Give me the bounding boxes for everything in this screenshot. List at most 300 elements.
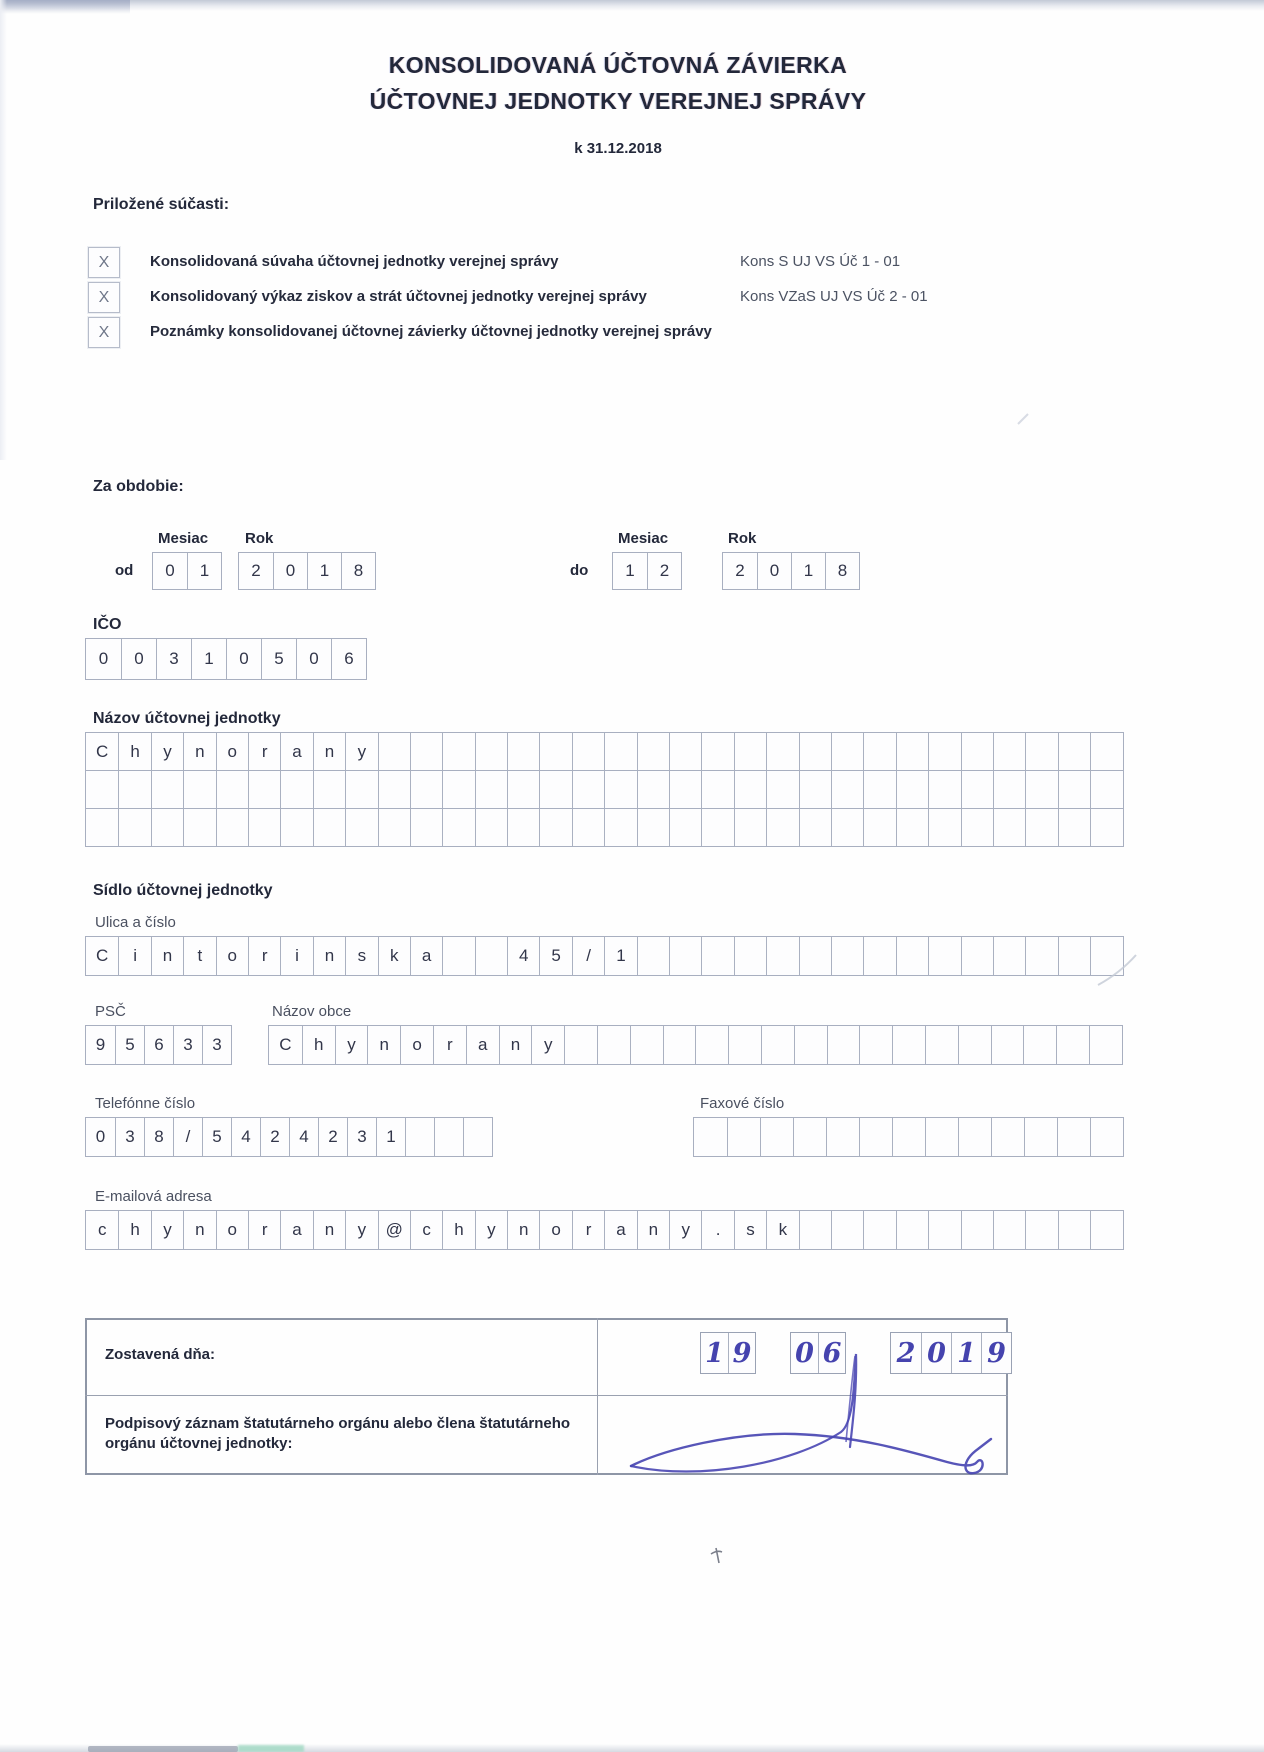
- grid-cell: [434, 1118, 463, 1156]
- grid-cell: [507, 809, 539, 846]
- grid-cell: C: [96, 946, 109, 965]
- grid-cell: 0: [273, 553, 307, 589]
- scan-edge-top: [0, 0, 1264, 11]
- grid-cell: n: [183, 733, 215, 770]
- grid-cell: y: [475, 1211, 507, 1249]
- grid-cell: [86, 809, 118, 846]
- compiled-on-label: Zostavená dňa:: [105, 1346, 216, 1363]
- grid-cell: [118, 771, 150, 808]
- grid-cell: a: [604, 1211, 636, 1249]
- grid-cell: [280, 809, 312, 846]
- grid-cell: o: [216, 1211, 248, 1249]
- grid-cell: 1: [187, 553, 221, 589]
- grid-cell: [604, 771, 636, 808]
- grid-cell: [442, 771, 474, 808]
- grid-cell: [507, 771, 539, 808]
- grid-cell: [572, 733, 604, 770]
- grid-cell: n: [313, 1211, 345, 1249]
- grid-cell: [669, 809, 701, 846]
- grid-cell: [313, 809, 345, 846]
- grid-cell: 0: [921, 1333, 951, 1373]
- email-field[interactable]: [85, 1210, 1124, 1250]
- grid-cell: C: [96, 741, 109, 761]
- grid-cell: n: [313, 937, 345, 975]
- entity-name-row3[interactable]: [85, 808, 1124, 847]
- grid-cell: a: [466, 1026, 499, 1064]
- grid-cell: [313, 771, 345, 808]
- grid-cell: 0: [757, 553, 791, 589]
- town-field[interactable]: [268, 1025, 1123, 1065]
- fax-field[interactable]: [693, 1117, 1124, 1157]
- form-title-line2: ÚČTOVNEJ JEDNOTKY VEREJNEJ SPRÁVY: [369, 88, 867, 114]
- grid-cell: n: [499, 1026, 532, 1064]
- grid-cell: @: [378, 1211, 410, 1249]
- grid-cell: [766, 733, 798, 770]
- grid-cell: [831, 771, 863, 808]
- grid-cell: [630, 1026, 663, 1064]
- grid-cell: [961, 771, 993, 808]
- grid-cell: h: [118, 733, 150, 770]
- grid-cell: [761, 1026, 794, 1064]
- grid-cell: s: [734, 1211, 766, 1249]
- grid-cell: [993, 771, 1025, 808]
- grid-cell: n: [151, 937, 183, 975]
- grid-cell: [859, 1026, 892, 1064]
- grid-cell: [1058, 733, 1090, 770]
- grid-cell: 4: [289, 1118, 318, 1156]
- grid-cell: 8: [341, 553, 375, 589]
- grid-cell: [1057, 1118, 1090, 1156]
- entity-name-row2[interactable]: [85, 770, 1124, 809]
- grid-cell: [151, 771, 183, 808]
- grid-cell: [669, 733, 701, 770]
- attachment-code-vykaz: Kons VZaS UJ VS Úč 2 - 01: [740, 288, 928, 305]
- grid-cell: [405, 1118, 434, 1156]
- grid-cell: [663, 1026, 696, 1064]
- grid-cell: [892, 1026, 925, 1064]
- grid-cell: [961, 733, 993, 770]
- grid-cell: [1089, 1026, 1122, 1064]
- grid-cell: r: [572, 1211, 604, 1249]
- grid-cell: t: [183, 937, 215, 975]
- form-title-line1: KONSOLIDOVANÁ ÚČTOVNÁ ZÁVIERKA: [388, 52, 848, 78]
- grid-cell: [991, 1026, 1024, 1064]
- grid-cell: r: [248, 937, 280, 975]
- period-from-year-label: Rok: [245, 530, 274, 547]
- grid-cell: [928, 937, 960, 975]
- compiled-month-field[interactable]: [790, 1332, 846, 1374]
- grid-cell: [1090, 937, 1122, 975]
- grid-cell: 1: [376, 1118, 405, 1156]
- grid-cell: h: [302, 1026, 335, 1064]
- grid-cell: [539, 809, 571, 846]
- grid-cell: 2: [318, 1118, 347, 1156]
- grid-cell: 8: [144, 1118, 173, 1156]
- grid-cell: [216, 809, 248, 846]
- grid-cell: [604, 809, 636, 846]
- grid-cell: y: [345, 1211, 377, 1249]
- checkbox-konsolidovana-suvaha[interactable]: X: [88, 247, 120, 278]
- grid-cell: [863, 809, 895, 846]
- grid-cell: [637, 937, 669, 975]
- grid-cell: [1058, 1211, 1090, 1249]
- grid-cell: [216, 771, 248, 808]
- street-field[interactable]: [85, 936, 1124, 976]
- grid-cell: [961, 809, 993, 846]
- grid-cell: [637, 733, 669, 770]
- grid-cell: [669, 771, 701, 808]
- grid-cell: [993, 733, 1025, 770]
- grid-cell: [280, 771, 312, 808]
- grid-cell: i: [118, 937, 150, 975]
- grid-cell: y: [151, 733, 183, 770]
- grid-cell: 9: [981, 1333, 1011, 1373]
- period-from-year-field[interactable]: [238, 552, 376, 590]
- grid-cell: [799, 1211, 831, 1249]
- scan-edge-top-dark: [0, 0, 130, 14]
- checkbox-poznamky[interactable]: X: [88, 317, 120, 348]
- grid-cell: [760, 1118, 793, 1156]
- grid-cell: 3: [202, 1026, 231, 1064]
- grid-cell: [669, 937, 701, 975]
- grid-cell: [958, 1026, 991, 1064]
- attachment-label-suvaha: Konsolidovaná súvaha účtovnej jednotky verejnej správy: [150, 253, 559, 270]
- grid-cell: [442, 937, 474, 975]
- grid-cell: 8: [825, 553, 859, 589]
- grid-cell: [86, 771, 118, 808]
- grid-cell: 1: [951, 1333, 981, 1373]
- grid-cell: [734, 771, 766, 808]
- period-to-year-label: Rok: [728, 530, 757, 547]
- grid-cell: 0: [165, 561, 175, 580]
- grid-cell: i: [280, 937, 312, 975]
- grid-cell: h: [118, 1211, 150, 1249]
- grid-cell: 9: [728, 1333, 755, 1373]
- grid-cell: 2: [260, 1118, 289, 1156]
- grid-cell: [1058, 809, 1090, 846]
- grid-cell: o: [400, 1026, 433, 1064]
- grid-cell: [766, 937, 798, 975]
- grid-cell: 2: [735, 561, 745, 580]
- grid-cell: [1025, 1211, 1057, 1249]
- grid-cell: 1: [604, 937, 636, 975]
- grid-cell: [896, 733, 928, 770]
- phone-field[interactable]: [85, 1117, 493, 1157]
- grid-cell: [701, 937, 733, 975]
- grid-cell: [1090, 1211, 1122, 1249]
- compiled-day-field[interactable]: [700, 1332, 756, 1374]
- grid-cell: [896, 1211, 928, 1249]
- grid-cell: [637, 771, 669, 808]
- grid-cell: [961, 937, 993, 975]
- grid-cell: o: [216, 937, 248, 975]
- grid-cell: a: [280, 733, 312, 770]
- grid-cell: [151, 809, 183, 846]
- grid-cell: [727, 1118, 760, 1156]
- grid-cell: a: [280, 1211, 312, 1249]
- grid-cell: [1025, 733, 1057, 770]
- email-label: E-mailová adresa: [95, 1188, 212, 1205]
- grid-cell: [572, 809, 604, 846]
- grid-cell: [896, 809, 928, 846]
- grid-cell: h: [442, 1211, 474, 1249]
- grid-cell: [928, 1211, 960, 1249]
- grid-cell: o: [216, 733, 248, 770]
- grid-cell: 1: [307, 553, 341, 589]
- grid-cell: [831, 1211, 863, 1249]
- grid-cell: [410, 733, 442, 770]
- grid-cell: a: [410, 937, 442, 975]
- grid-cell: 1: [791, 553, 825, 589]
- grid-cell: y: [335, 1026, 368, 1064]
- grid-cell: [928, 733, 960, 770]
- grid-cell: [734, 809, 766, 846]
- grid-cell: [766, 809, 798, 846]
- grid-cell: [1090, 1118, 1123, 1156]
- grid-cell: [1058, 771, 1090, 808]
- grid-cell: [863, 1211, 895, 1249]
- grid-cell: [728, 1026, 761, 1064]
- grid-cell: [799, 937, 831, 975]
- grid-cell: 0: [95, 1127, 106, 1146]
- grid-cell: [345, 809, 377, 846]
- grid-cell: y: [531, 1026, 564, 1064]
- grid-cell: [1090, 733, 1122, 770]
- grid-cell: [863, 771, 895, 808]
- grid-cell: [507, 733, 539, 770]
- grid-cell: [799, 771, 831, 808]
- grid-cell: [734, 733, 766, 770]
- grid-cell: [183, 771, 215, 808]
- grid-cell: [604, 733, 636, 770]
- grid-cell: .: [701, 1211, 733, 1249]
- grid-cell: [859, 1118, 892, 1156]
- phone-label: Telefónne číslo: [95, 1095, 196, 1112]
- grid-cell: [1023, 1026, 1056, 1064]
- grid-cell: [694, 1118, 727, 1156]
- grid-cell: [248, 809, 280, 846]
- grid-cell: 5: [261, 639, 296, 679]
- grid-cell: [701, 771, 733, 808]
- grid-cell: [863, 937, 895, 975]
- grid-cell: [831, 733, 863, 770]
- grid-cell: [928, 771, 960, 808]
- grid-cell: 6: [331, 639, 366, 679]
- address-heading: Sídlo účtovnej jednotky: [93, 882, 273, 899]
- grid-cell: 9: [95, 1035, 106, 1054]
- grid-cell: [896, 937, 928, 975]
- grid-cell: [378, 771, 410, 808]
- grid-cell: [1056, 1026, 1089, 1064]
- grid-cell: C: [279, 1035, 292, 1054]
- grid-cell: 6: [818, 1333, 845, 1373]
- grid-cell: k: [378, 937, 410, 975]
- grid-cell: [183, 809, 215, 846]
- grid-cell: 1: [191, 639, 226, 679]
- grid-cell: [993, 937, 1025, 975]
- grid-cell: [539, 733, 571, 770]
- footer-table-divider-horizontal: [85, 1395, 1008, 1396]
- grid-cell: 6: [144, 1026, 173, 1064]
- grid-cell: /: [572, 937, 604, 975]
- grid-cell: [863, 733, 895, 770]
- grid-cell: [831, 809, 863, 846]
- grid-cell: n: [183, 1211, 215, 1249]
- psc-label: PSČ: [95, 1003, 126, 1020]
- period-from-month-field[interactable]: [152, 552, 222, 590]
- grid-cell: 2: [896, 1337, 916, 1369]
- grid-cell: 3: [156, 639, 191, 679]
- grid-cell: [1025, 937, 1057, 975]
- grid-cell: [1025, 771, 1057, 808]
- grid-cell: [410, 771, 442, 808]
- grid-cell: [539, 771, 571, 808]
- attachments-heading: Priložené súčasti:: [93, 196, 230, 213]
- entity-name-label: Názov účtovnej jednotky: [93, 710, 281, 727]
- ico-field[interactable]: [85, 638, 367, 680]
- grid-cell: [701, 809, 733, 846]
- grid-cell: [831, 937, 863, 975]
- period-to-label: do: [570, 562, 589, 579]
- grid-cell: [378, 809, 410, 846]
- grid-cell: [410, 809, 442, 846]
- grid-cell: [734, 937, 766, 975]
- period-heading: Za obdobie:: [93, 478, 184, 495]
- grid-cell: n: [367, 1026, 400, 1064]
- period-from-month-label: Mesiac: [158, 530, 209, 547]
- grid-cell: 5: [202, 1118, 231, 1156]
- grid-cell: 0: [121, 639, 156, 679]
- grid-cell: 0: [98, 649, 109, 668]
- grid-cell: [378, 733, 410, 770]
- grid-cell: [572, 771, 604, 808]
- period-to-month-field[interactable]: [612, 552, 682, 590]
- grid-cell: [1090, 809, 1122, 846]
- grid-cell: [991, 1118, 1024, 1156]
- grid-cell: [1024, 1118, 1057, 1156]
- street-label: Ulica a číslo: [95, 914, 176, 931]
- ico-label: IČO: [93, 616, 122, 633]
- grid-cell: r: [433, 1026, 466, 1064]
- grid-cell: 5: [539, 937, 571, 975]
- grid-cell: [475, 733, 507, 770]
- grid-cell: 3: [347, 1118, 376, 1156]
- grid-cell: [442, 733, 474, 770]
- signature-label: Podpisový záznam štatutárneho orgánu alebo člena štatutárneho orgánu účtovnej jednotky:: [105, 1415, 571, 1453]
- grid-cell: y: [345, 733, 377, 770]
- attachment-label-poznamky: Poznámky konsolidovanej účtovnej závierky účtovnej jednotky verejnej správy: [150, 323, 712, 340]
- grid-cell: o: [539, 1211, 571, 1249]
- fax-label: Faxové číslo: [700, 1095, 785, 1112]
- grid-cell: c: [410, 1211, 442, 1249]
- grid-cell: [925, 1118, 958, 1156]
- grid-cell: [928, 809, 960, 846]
- grid-cell: n: [507, 1211, 539, 1249]
- grid-cell: [961, 1211, 993, 1249]
- grid-cell: [248, 771, 280, 808]
- grid-cell: n: [637, 1211, 669, 1249]
- grid-cell: [993, 1211, 1025, 1249]
- grid-cell: r: [248, 1211, 280, 1249]
- grid-cell: [701, 733, 733, 770]
- grid-cell: [958, 1118, 991, 1156]
- grid-cell: 0: [226, 639, 261, 679]
- grid-cell: 3: [115, 1118, 144, 1156]
- grid-cell: 0: [795, 1337, 814, 1369]
- grid-cell: [475, 937, 507, 975]
- grid-cell: 3: [173, 1026, 202, 1064]
- grid-cell: [475, 771, 507, 808]
- grid-cell: 2: [251, 561, 261, 580]
- grid-cell: c: [97, 1220, 107, 1239]
- grid-cell: [793, 1118, 826, 1156]
- period-to-month-label: Mesiac: [618, 530, 669, 547]
- scan-smudge-green: [238, 1745, 304, 1752]
- grid-cell: [463, 1118, 492, 1156]
- grid-cell: [597, 1026, 630, 1064]
- grid-cell: [1090, 771, 1122, 808]
- grid-cell: [442, 809, 474, 846]
- grid-cell: [1025, 809, 1057, 846]
- grid-cell: [827, 1026, 860, 1064]
- entity-name-row1[interactable]: [85, 732, 1124, 771]
- grid-cell: [826, 1118, 859, 1156]
- grid-cell: [993, 809, 1025, 846]
- form-as-of-date: k 31.12.2018: [574, 140, 662, 157]
- scan-edge-bottom-dark: [88, 1746, 238, 1752]
- grid-cell: [799, 809, 831, 846]
- grid-cell: /: [173, 1118, 202, 1156]
- grid-cell: [475, 809, 507, 846]
- grid-cell: [118, 809, 150, 846]
- grid-cell: 4: [507, 937, 539, 975]
- grid-cell: 0: [296, 639, 331, 679]
- attachment-label-vykaz: Konsolidovaný výkaz ziskov a strát účtovnej jednotky verejnej správy: [150, 288, 647, 305]
- grid-cell: [896, 771, 928, 808]
- grid-cell: [564, 1026, 597, 1064]
- signature-area[interactable]: [600, 1397, 1005, 1473]
- grid-cell: y: [151, 1211, 183, 1249]
- grid-cell: 2: [647, 553, 681, 589]
- grid-cell: r: [248, 733, 280, 770]
- grid-cell: [794, 1026, 827, 1064]
- grid-cell: 5: [115, 1026, 144, 1064]
- grid-cell: n: [313, 733, 345, 770]
- grid-cell: [1058, 937, 1090, 975]
- psc-field[interactable]: [85, 1025, 232, 1065]
- footer-table-divider-vertical: [597, 1318, 598, 1475]
- compiled-year-field[interactable]: [890, 1332, 1012, 1374]
- grid-cell: 1: [625, 561, 635, 580]
- grid-cell: [799, 733, 831, 770]
- grid-cell: 1: [705, 1337, 724, 1369]
- grid-cell: [637, 809, 669, 846]
- grid-cell: [695, 1026, 728, 1064]
- grid-cell: s: [345, 937, 377, 975]
- grid-cell: [925, 1026, 958, 1064]
- grid-cell: k: [766, 1211, 798, 1249]
- grid-cell: [345, 771, 377, 808]
- grid-cell: [892, 1118, 925, 1156]
- period-to-year-field[interactable]: [722, 552, 860, 590]
- town-label: Názov obce: [272, 1003, 352, 1020]
- grid-cell: y: [669, 1211, 701, 1249]
- checkbox-vykaz-ziskov[interactable]: X: [88, 282, 120, 313]
- attachment-code-suvaha: Kons S UJ VS Úč 1 - 01: [740, 253, 901, 270]
- grid-cell: [766, 771, 798, 808]
- period-from-label: od: [115, 562, 134, 579]
- grid-cell: 4: [231, 1118, 260, 1156]
